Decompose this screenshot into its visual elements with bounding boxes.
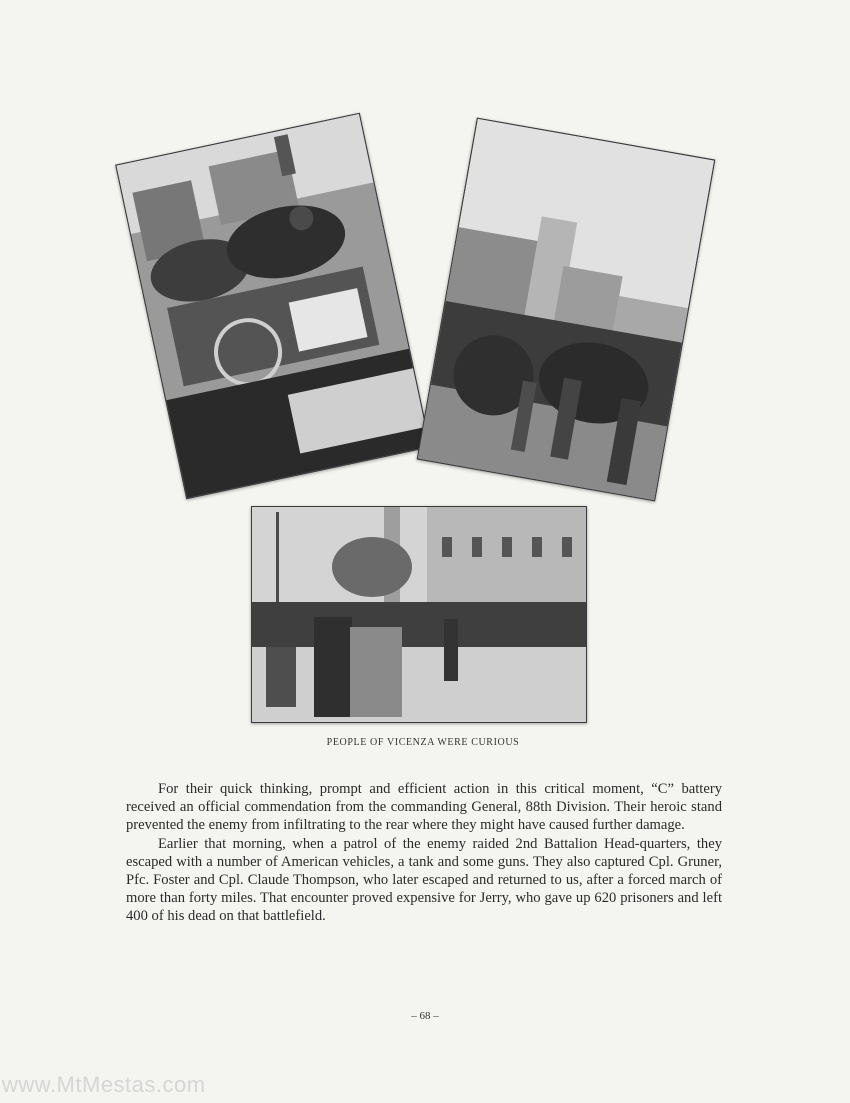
photo-caption: PEOPLE OF VICENZA WERE CURIOUS [326,737,520,748]
photo-soldiers-in-jeep [115,113,431,500]
site-watermark: www.MtMestas.com [2,1072,206,1097]
page-number: – 68 – [411,1010,439,1022]
paragraph: For their quick thinking, prompt and efficient action in this critical moment, “C” battery received an official commendation from the commanding General, 88th Division. Their heroic stand prevented the enemy from infiltrating to the rear where they might have caused further damage. [126,781,722,834]
article-body [126,780,722,926]
photo-crowd-in-square [251,506,587,723]
paragraph: Earlier that morning, when a patrol of the enemy raided 2nd Battalion Head-quarters, they escaped with a number of American vehicles, a tank and some guns. They also captured Cpl. Gruner, Pfc. Foster and Cpl. Claude Thompson, who later escaped and returned to us, after a forced march of more than forty miles. That encounter proved expensive for Jerry, who gave up 620 prisoners and left 400 of his dead on that battlefield. [126,835,722,925]
photo-crowd-at-tower [417,118,716,502]
